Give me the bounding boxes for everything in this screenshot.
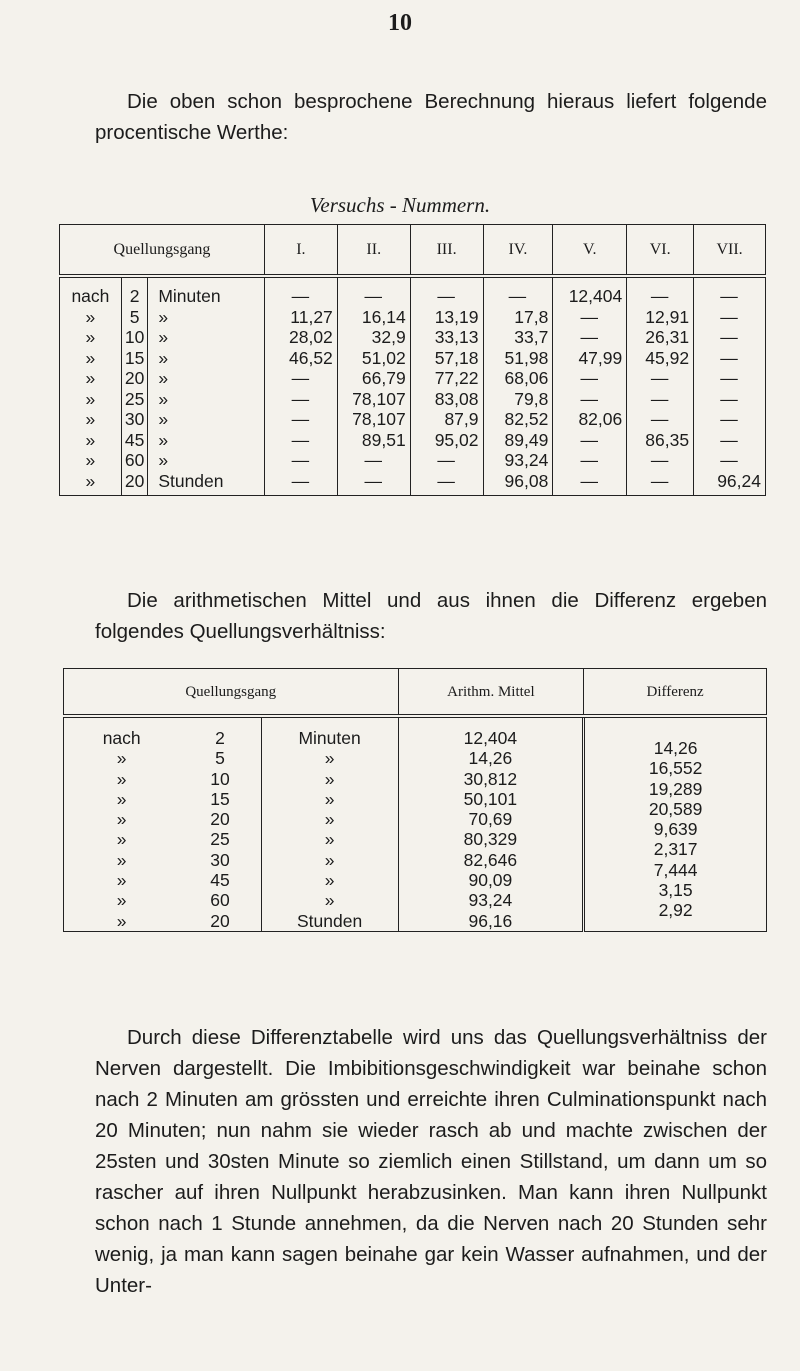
table-cell: — xyxy=(264,409,337,430)
cell-value: 14,26 xyxy=(468,748,513,769)
percent-table xyxy=(59,224,766,496)
table-cell: » xyxy=(85,429,96,450)
page-number: 10 xyxy=(388,10,412,36)
cell-value: 25 xyxy=(210,829,230,850)
table-row xyxy=(60,276,766,307)
cell-value: » xyxy=(116,910,127,931)
table-cell: 20 xyxy=(121,368,147,389)
table-cell: — xyxy=(264,450,337,471)
table-cell: 46,52 xyxy=(264,348,337,369)
cell-value: 45 xyxy=(210,870,230,891)
table-cell: — xyxy=(694,368,766,389)
table-cell: — xyxy=(337,276,410,307)
cell-value: » xyxy=(324,788,335,809)
table-cell: 77,22 xyxy=(410,368,483,389)
cell-value: » xyxy=(116,890,127,911)
table-cell: » xyxy=(158,368,169,389)
table-cell: 12,404 xyxy=(553,276,627,307)
table-cell: — xyxy=(694,327,766,348)
table-cell: — xyxy=(627,276,694,307)
cell-value: 90,09 xyxy=(468,870,513,891)
table-cell: 60 xyxy=(121,450,147,471)
table-cell: 32,9 xyxy=(337,327,410,348)
table-row xyxy=(60,450,766,471)
table-cell: — xyxy=(410,471,483,496)
table-cell: — xyxy=(337,450,410,471)
table-cell: » xyxy=(85,306,96,327)
header-quellungsgang: Quellungsgang xyxy=(60,225,265,277)
table-cell: 45,92 xyxy=(627,348,694,369)
table-cell: — xyxy=(694,276,766,307)
column-differenz xyxy=(585,738,766,921)
table-cell: » xyxy=(158,327,169,348)
table-cell: — xyxy=(410,276,483,307)
cell-value: 15 xyxy=(210,788,230,809)
mean-table-body xyxy=(64,716,767,931)
table-cell: — xyxy=(694,389,766,410)
cell-value: 19,289 xyxy=(648,778,703,799)
table-cell: 10 xyxy=(121,327,147,348)
cell-value: » xyxy=(324,768,335,789)
cell-value: 14,26 xyxy=(653,738,698,758)
table-cell: 33,13 xyxy=(410,327,483,348)
table-cell: 33,7 xyxy=(483,327,553,348)
cell-value: 9,639 xyxy=(653,819,698,840)
cell-value: 30 xyxy=(210,849,230,870)
table-cell: 57,18 xyxy=(410,348,483,369)
table-cell: — xyxy=(694,409,766,430)
table-cell: » xyxy=(85,470,96,491)
header-col: IV. xyxy=(483,225,553,277)
cell-value: » xyxy=(324,829,335,850)
percent-table-header xyxy=(60,225,766,277)
table-cell: 95,02 xyxy=(410,430,483,451)
table-cell: 66,79 xyxy=(337,368,410,389)
cell-value: Minuten xyxy=(298,728,361,748)
cell-value: 70,69 xyxy=(468,809,513,830)
cell-value: nach xyxy=(102,728,141,748)
cell-value: » xyxy=(116,809,127,830)
table-cell: 12,91 xyxy=(627,307,694,328)
cell-value: 20,589 xyxy=(648,798,703,819)
intro-text: Die oben schon besprochene Berechnung hieraus liefert folgende procentische Werthe: xyxy=(95,90,767,144)
table-cell: 68,06 xyxy=(483,368,553,389)
table-cell: — xyxy=(627,409,694,430)
closing-paragraph xyxy=(95,1022,767,1301)
table-cell: 78,107 xyxy=(337,409,410,430)
middle-text: Die arithmetischen Mittel und aus ihnen die Differenz ergeben folgendes Quellungsverhältniss: xyxy=(95,589,767,643)
header-col: VII. xyxy=(694,225,766,277)
table-cell: » xyxy=(158,347,169,368)
header-quellungsgang: Quellungsgang xyxy=(64,669,399,717)
cell-value: 82,646 xyxy=(463,849,518,870)
table-cell: — xyxy=(694,348,766,369)
table-cell: » xyxy=(85,368,96,389)
table-cell: 93,24 xyxy=(483,450,553,471)
table-cell: 96,08 xyxy=(483,471,553,496)
table-cell: — xyxy=(553,389,627,410)
table-cell: » xyxy=(158,306,169,327)
table-row xyxy=(60,327,766,348)
header-col: I. xyxy=(264,225,337,277)
cell-value: 2,92 xyxy=(658,900,693,921)
table-cell: 83,08 xyxy=(410,389,483,410)
table-cell: » xyxy=(158,429,169,450)
table-cell: 51,98 xyxy=(483,348,553,369)
mean-difference-table xyxy=(63,668,767,932)
table-row xyxy=(60,307,766,328)
cell-value: 5 xyxy=(215,748,225,769)
cell-value: » xyxy=(116,788,127,809)
table-cell: — xyxy=(694,450,766,471)
table-cell: — xyxy=(264,430,337,451)
header-col: V. xyxy=(553,225,627,277)
table-cell: 96,24 xyxy=(694,471,766,496)
table-cell: — xyxy=(483,276,553,307)
table-cell: 82,06 xyxy=(553,409,627,430)
table-cell: 89,49 xyxy=(483,430,553,451)
table-cell: — xyxy=(627,471,694,496)
column-arithm-mittel xyxy=(399,728,583,931)
cell-value: 16,552 xyxy=(648,758,703,779)
table-cell: 89,51 xyxy=(337,430,410,451)
cell-value: 60 xyxy=(210,890,230,911)
table-cell: 17,8 xyxy=(483,307,553,328)
table-cell: 25 xyxy=(121,389,147,410)
table-cell: 2 xyxy=(121,276,147,307)
table-cell: — xyxy=(553,327,627,348)
table-cell: nach xyxy=(71,286,110,307)
column-number xyxy=(179,728,260,931)
table-cell: 45 xyxy=(121,430,147,451)
header-col: VI. xyxy=(627,225,694,277)
cell-value: 3,15 xyxy=(658,880,693,901)
table-cell: — xyxy=(553,368,627,389)
header-differenz: Differenz xyxy=(584,669,767,717)
table-cell: — xyxy=(627,389,694,410)
table-cell: — xyxy=(410,450,483,471)
cell-value: » xyxy=(324,849,335,870)
table-cell: 5 xyxy=(121,307,147,328)
cell-value: 2,317 xyxy=(653,839,698,860)
table-cell: 79,8 xyxy=(483,389,553,410)
cell-value: 2 xyxy=(215,728,225,748)
intro-paragraph xyxy=(95,86,767,148)
cell-value: 10 xyxy=(210,768,230,789)
table-row xyxy=(60,348,766,369)
cell-value: » xyxy=(324,809,335,830)
table-cell: » xyxy=(85,327,96,348)
table-cell: 11,27 xyxy=(264,307,337,328)
cell-value: » xyxy=(324,748,335,769)
table-cell: — xyxy=(694,307,766,328)
column-unit xyxy=(262,728,398,931)
cell-value: » xyxy=(116,829,127,850)
cell-value: » xyxy=(116,768,127,789)
cell-value: » xyxy=(116,748,127,769)
cell-value: » xyxy=(324,870,335,891)
table-caption: Versuchs - Nummern. xyxy=(309,193,491,217)
table-cell: — xyxy=(337,471,410,496)
table-cell: — xyxy=(553,471,627,496)
table-cell: — xyxy=(264,471,337,496)
table-cell: — xyxy=(264,389,337,410)
table-cell: 82,52 xyxy=(483,409,553,430)
cell-value: 80,329 xyxy=(463,829,518,850)
cell-value: » xyxy=(116,849,127,870)
cell-value: 50,101 xyxy=(463,788,518,809)
table-cell: 51,02 xyxy=(337,348,410,369)
cell-value: 20 xyxy=(210,809,230,830)
table-cell: — xyxy=(264,368,337,389)
cell-value: 12,404 xyxy=(463,728,518,748)
cell-value: 7,444 xyxy=(653,859,698,880)
cell-value: 96,16 xyxy=(468,910,513,931)
table-cell: — xyxy=(627,450,694,471)
table-cell: — xyxy=(553,307,627,328)
percent-table-body xyxy=(60,276,766,496)
table-cell: 13,19 xyxy=(410,307,483,328)
table-cell: » xyxy=(85,388,96,409)
cell-value: 20 xyxy=(210,910,230,931)
header-arithm-mittel: Arithm. Mittel xyxy=(398,669,584,717)
table-cell: 26,31 xyxy=(627,327,694,348)
table-cell: » xyxy=(158,450,169,471)
table-cell: » xyxy=(85,450,96,471)
table-cell: 15 xyxy=(121,348,147,369)
table-cell: Minuten xyxy=(158,286,221,307)
table-cell: 28,02 xyxy=(264,327,337,348)
table-cell: 30 xyxy=(121,409,147,430)
cell-value: » xyxy=(116,870,127,891)
table-cell: 86,35 xyxy=(627,430,694,451)
table-cell: — xyxy=(264,276,337,307)
table-row xyxy=(60,471,766,496)
header-col: III. xyxy=(410,225,483,277)
cell-value: » xyxy=(324,890,335,911)
table-cell: Stunden xyxy=(158,470,224,491)
middle-paragraph xyxy=(95,585,767,647)
table-row xyxy=(60,409,766,430)
table-cell: — xyxy=(553,430,627,451)
closing-text: Durch diese Differenztabelle wird uns das Quellungsverhältniss der Nerven dargestellt. Die Imbibitionsgeschwindigkeit war beinahe schon nach 2 Minuten am grössten und erreichte ihren Culminationspunkt nach 20 Minuten; nun nahm sie wieder rasch ab und machte zwischen der 25sten und 30sten Minute so ziemlich einen Stillstand, um dann um so rascher auf ihren Nullpunkt herabzusinken. Man kann ihren Nullpunkt schon nach 1 Stunde annehmen, da die Nerven nach 20 Stunden sehr wenig, ja man kann sagen beinahe gar kein Wasser aufnahmen, und der Unter- xyxy=(95,1026,767,1297)
table-cell: 78,107 xyxy=(337,389,410,410)
table-cell: 16,14 xyxy=(337,307,410,328)
table-cell: » xyxy=(158,409,169,430)
table-row xyxy=(60,368,766,389)
table-cell: » xyxy=(85,409,96,430)
table-cell: » xyxy=(158,388,169,409)
table-cell: — xyxy=(627,368,694,389)
table-row xyxy=(60,430,766,451)
column-nach xyxy=(64,728,179,931)
table-cell: 47,99 xyxy=(553,348,627,369)
mean-table-header xyxy=(64,669,767,717)
table-cell: 20 xyxy=(121,471,147,496)
cell-value: 30,812 xyxy=(463,768,518,789)
cell-value: 93,24 xyxy=(468,890,513,911)
header-col: II. xyxy=(337,225,410,277)
table-row xyxy=(60,389,766,410)
table-cell: — xyxy=(694,430,766,451)
table-cell: » xyxy=(85,347,96,368)
cell-value: Stunden xyxy=(297,910,363,931)
table-cell: 87,9 xyxy=(410,409,483,430)
table-cell: — xyxy=(553,450,627,471)
